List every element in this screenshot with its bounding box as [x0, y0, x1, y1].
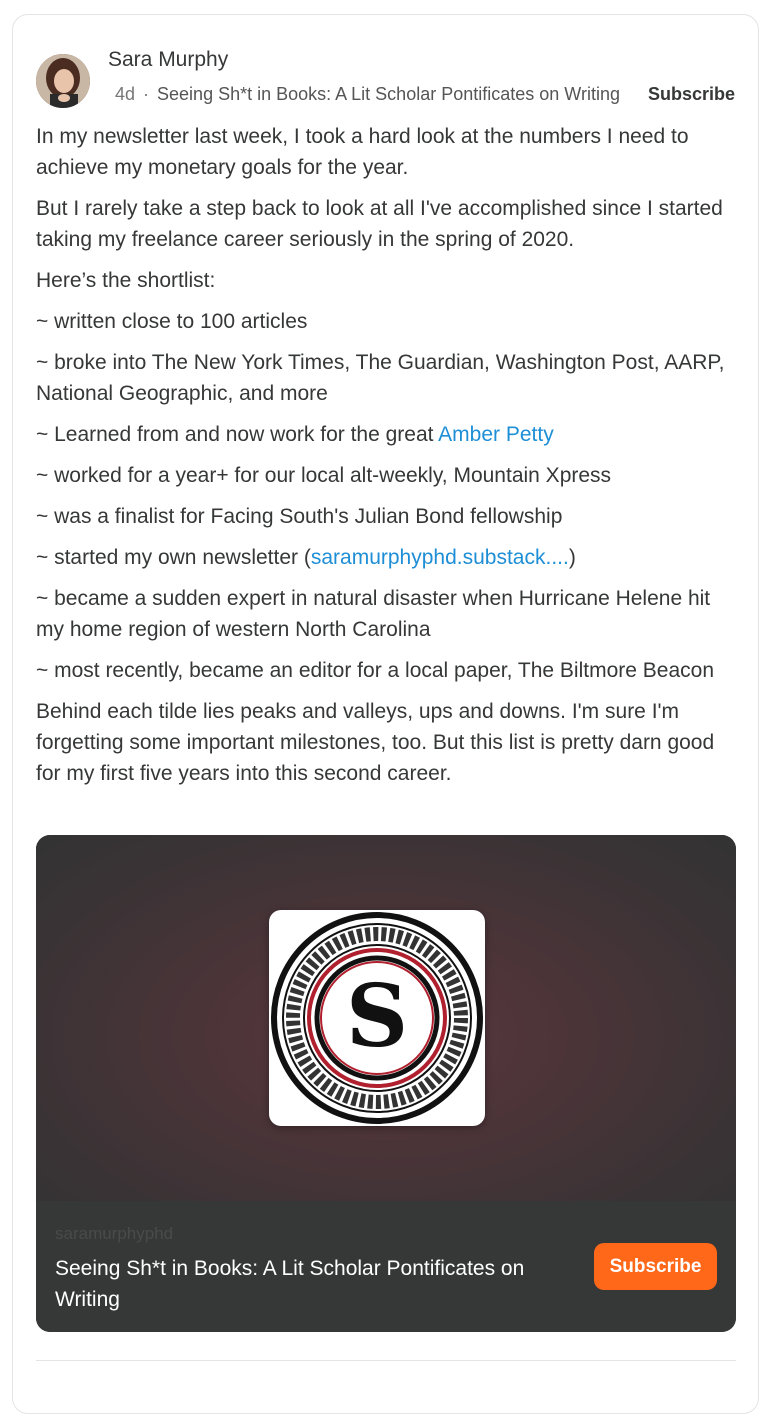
- paragraph: Here’s the shortlist:: [36, 269, 216, 292]
- subscribe-button[interactable]: Subscribe: [594, 1243, 717, 1290]
- divider: [36, 1360, 736, 1361]
- publication-logo: [269, 910, 485, 1126]
- logo-letter: S: [345, 966, 409, 1067]
- post-meta: [115, 82, 735, 106]
- publication-embed-card[interactable]: [36, 835, 736, 1332]
- paragraph: But I rarely take a step back to look at all I've accomplished since I started taking my freelance career seriously in the spring of 2020.: [36, 197, 723, 251]
- publication-link[interactable]: Seeing Sh*t in Books: A Lit Scholar Pontificates on Writing: [157, 83, 620, 104]
- list-item-text: ~ started my own newsletter (: [36, 546, 311, 569]
- list-item: ~ worked for a year+ for our local alt-weekly, Mountain Xpress: [36, 464, 612, 487]
- author-name[interactable]: Sara Murphy: [108, 48, 229, 71]
- mention-link[interactable]: Amber Petty: [438, 423, 554, 446]
- list-item: ~ became a sudden expert in natural disaster when Hurricane Helene hit my home region of western North Carolina: [36, 587, 711, 641]
- list-item: ~ was a finalist for Facing South's Julian Bond fellowship: [36, 505, 563, 528]
- meta-separator: ·: [143, 83, 150, 104]
- list-item: [36, 419, 741, 450]
- newsletter-link[interactable]: saramurphyphd.substack....: [310, 546, 569, 569]
- post-age: 4d: [115, 83, 136, 104]
- embed-footer: [36, 1201, 736, 1332]
- paragraph: Behind each tilde lies peaks and valleys, ups and downs. I'm sure I'm forgetting some important milestones, too. But this list is pretty darn good for my first five years into this second career.: [36, 700, 715, 785]
- list-item-text: ): [568, 546, 576, 569]
- list-item: [36, 542, 741, 573]
- post-body: [36, 121, 741, 799]
- list-item: ~ most recently, became an editor for a local paper, The Biltmore Beacon: [36, 659, 714, 682]
- list-item-text: ~ Learned from and now work for the great: [36, 423, 439, 446]
- embed-hero: [36, 835, 736, 1201]
- list-item: ~ written close to 100 articles: [36, 310, 308, 333]
- logo-seal-icon: [269, 910, 485, 1126]
- avatar-image: [36, 54, 90, 108]
- list-item: ~ broke into The New York Times, The Guardian, Washington Post, AARP, National Geographic, and more: [36, 351, 725, 405]
- subscribe-link[interactable]: Subscribe: [647, 83, 735, 104]
- embed-handle: saramurphyphd: [55, 1224, 174, 1243]
- paragraph: In my newsletter last week, I took a hard look at the numbers I need to achieve my monetary goals for the year.: [36, 125, 689, 179]
- embed-title[interactable]: Seeing Sh*t in Books: A Lit Scholar Pontificates on Writing: [55, 1257, 525, 1311]
- avatar[interactable]: [36, 54, 90, 108]
